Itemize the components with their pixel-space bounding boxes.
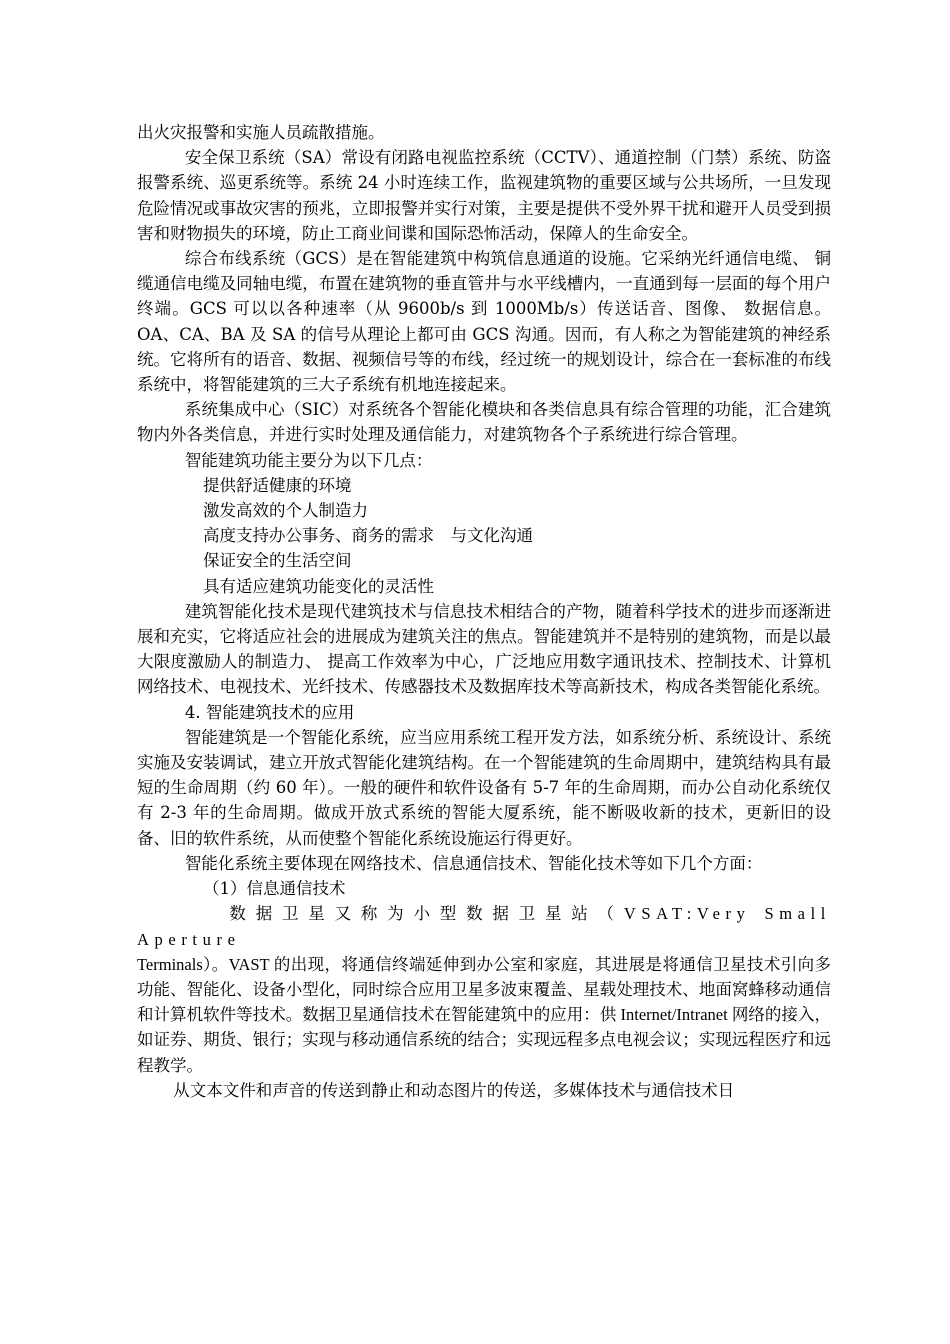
paragraph-multimedia: 从文本文件和声音的传送到静止和动态图片的传送，多媒体技术与通信技术日 xyxy=(173,1080,735,1100)
paragraph-fire-alarm-end: 出火灾报警和实施人员疏散措施。 xyxy=(137,123,385,142)
paragraph-cabling-system: 综合布线系统（GCS）是在智能建筑中构筑信息通道的设施。它采纳光纤通信电缆、 铜缆通信电缆及同轴电缆，布置在建筑物的垂直管井与水平线槽内，一直通到每一层面的每个用户终端。GCS 可以以各种速率（从 9600b/s 到 1000Mb/s）传送话音、图像、 数据信息。OA、CA、BA 及 SA 的信号从理论上都可由 GCS 沟通。因而，有人称之为智能建筑的神经系统。它将所有的语音、数据、视频信号等的布线，经过统一的规划设计，综合在一套标准的布线系统中，将智能建筑的三大子系统有机地连接起来。 xyxy=(137,249,831,395)
paragraph-system-aspects: 智能化系统主要体现在网络技术、信息通信技术、智能化技术等如下几个方面： xyxy=(184,853,763,873)
paragraph-integration-center: 系统集成中心（SIC）对系统各个智能化模块和各类信息具有综合管理的功能，汇合建筑物内外各类信息，并进行实时处理及通信能力，对建筑物各个子系统进行综合管理。 xyxy=(137,400,831,445)
paragraph-vsat-line1: 数据卫星又称为小型数据卫星站（VSAT:Very Small Aperture xyxy=(137,904,831,949)
paragraph-security-system: 安全保卫系统（SA）常设有闭路电视监控系统（CCTV）、通道控制（门禁）系统、防盗报警系统、巡更系统等。系统 24 小时连续工作，监视建筑物的重要区域与公共场所，一旦发现危险情况或事故灾害的预兆，立即报警并实行对策，主要是提供不受外界干扰和避开人员受到损害和财物损失的环境，防止工商业间谍和国际恐怖活动，保障人的生命安全。 xyxy=(137,148,831,243)
paragraph-lifecycle: 智能建筑是一个智能化系统，应当应用系统工程开发方法，如系统分析、系统设计、系统实施及安装调试，建立开放式智能化建筑结构。在一个智能建筑的生命周期中，建筑结构具有最短的生命周期（约 60 年）。一般的硬件和软件设备有 5-7 年的生命周期，而办公自动化系统仅有 2-3 年的生命周期。做成开放式系统的智能大厦系统，能不断吸收新的技术，更新旧的设备、旧的软件系统，从而使整个智能化系统设施运行得更好。 xyxy=(137,727,831,848)
feature-item: 提供舒适健康的环境 xyxy=(203,475,352,495)
feature-item: 高度支持办公事务、商务的需求 与文化沟通 xyxy=(203,526,533,546)
section-heading-applications: 4. 智能建筑技术的应用 xyxy=(184,702,355,722)
subheading-info-comm-tech: （1）信息通信技术 xyxy=(203,879,346,899)
document-body xyxy=(137,120,831,1103)
feature-item: 具有适应建筑功能变化的灵活性 xyxy=(203,576,434,596)
feature-item: 保证安全的生活空间 xyxy=(203,551,352,571)
paragraph-functions-intro: 智能建筑功能主要分为以下几点： xyxy=(184,450,433,470)
feature-list xyxy=(137,473,831,599)
paragraph-intelligent-tech: 建筑智能化技术是现代建筑技术与信息技术相结合的产物，随着科学技术的进步而逐渐进展和充实，它将适应社会的进展成为建筑关注的焦点。智能建筑并不是特别的建筑物，而是以最大限度激励人的制造力、 提高工作效率为中心，广泛地应用数字通讯技术、控制技术、计算机网络技术、电视技术、光纤技术、传感器技术及数据库技术等高新技术，构成各类智能化系统。 xyxy=(137,601,831,697)
feature-item: 激发高效的个人制造力 xyxy=(203,501,368,521)
paragraph-vsat-body: Terminals）。VAST 的出现，将通信终端延伸到办公室和家庭，其进展是将通信卫星技术引向多功能、智能化、设备小型化，同时综合应用卫星多波束覆盖、星载处理技术、地面窝蜂移动通信和计算机软件等技术。数据卫星通信技术在智能建筑中的应用：供 Internet/Intranet 网络的接入，如证券、期货、银行；实现与移动通信系统的结合；实现远程多点电视会议；实现远程医疗和远程教学。 xyxy=(137,954,831,1075)
